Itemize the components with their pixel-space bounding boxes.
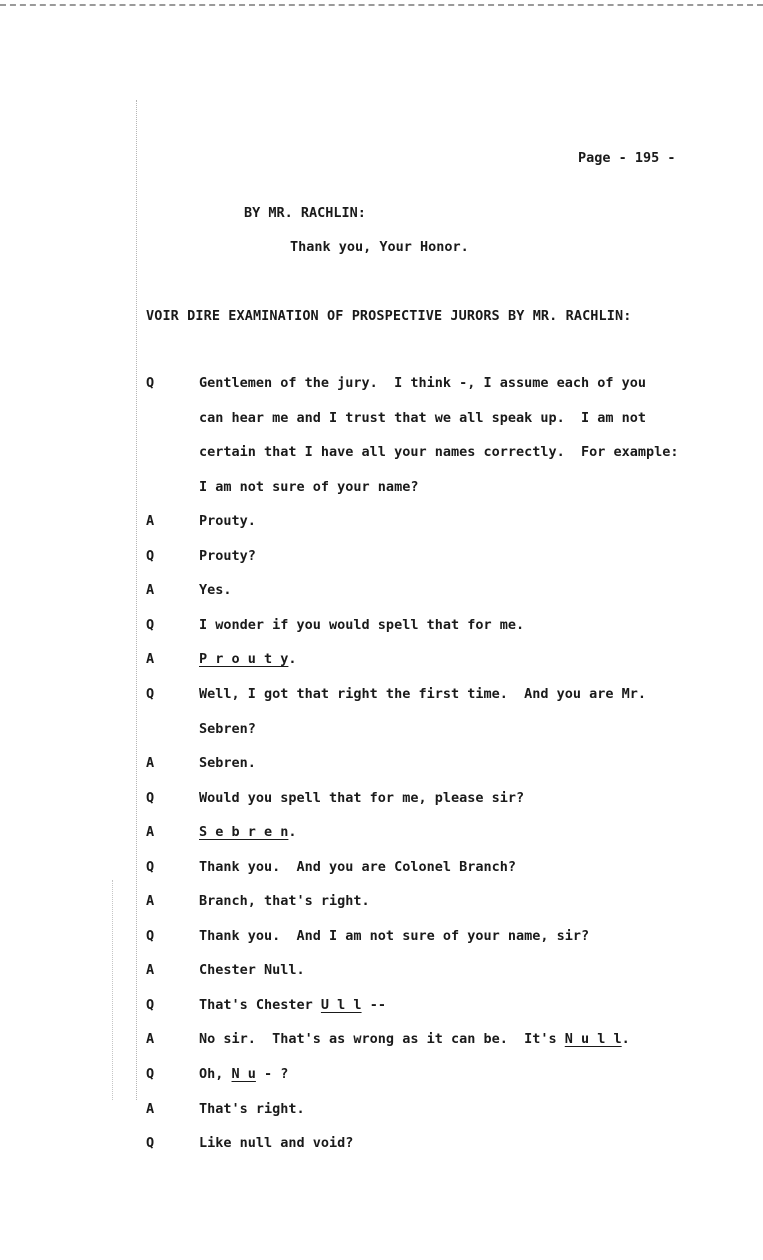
transcript-text: Oh, N u - ? [199, 1066, 289, 1082]
transcript-text: Branch, that's right. [199, 893, 370, 910]
transcript-line [0, 962, 763, 982]
transcript-line [0, 479, 763, 499]
transcript-line [0, 721, 763, 741]
transcript-text: That's Chester U l l -- [199, 996, 386, 1013]
question-marker: Q [146, 1066, 155, 1082]
transcript-line [0, 1066, 763, 1086]
transcript-text: That's right. [199, 1100, 305, 1117]
transcript-line [0, 893, 763, 913]
transcript-text: P r o u t y. [199, 651, 297, 668]
answer-marker: A [146, 582, 155, 599]
question-marker: Q [146, 996, 155, 1013]
transcript-text: Yes. [199, 582, 232, 599]
transcript-text: Sebren? [199, 720, 256, 737]
thanks-line: Thank you, Your Honor. [290, 239, 469, 255]
spelled-name: N u [231, 1066, 256, 1082]
transcript-line [0, 1031, 763, 1051]
transcript-line [0, 755, 763, 775]
transcript-text: Chester Null. [199, 962, 305, 979]
transcript-line [0, 686, 763, 706]
transcript-text: Sebren. [199, 755, 256, 772]
transcript-text: No sir. That's as wrong as it can be. It's N u l l. [199, 1031, 630, 1048]
answer-marker: A [146, 824, 155, 841]
question-marker: Q [146, 547, 155, 564]
examiner-line: BY MR. RACHLIN: [244, 205, 366, 221]
question-marker: Q [146, 375, 155, 391]
transcript-line [0, 1101, 763, 1121]
answer-marker: A [146, 651, 155, 668]
answer-marker: A [146, 1031, 155, 1048]
transcript-line [0, 444, 763, 464]
transcript-text: S e b r e n. [199, 824, 297, 841]
page-top-edge [0, 0, 763, 6]
transcript-line [0, 824, 763, 844]
question-marker: Q [146, 1135, 155, 1152]
transcript-line [0, 651, 763, 671]
transcript-line [0, 1135, 763, 1155]
transcript-line [0, 790, 763, 810]
page-number: Page - 195 - [578, 150, 676, 166]
question-marker: Q [146, 789, 155, 806]
transcript-text: I am not sure of your name? [199, 478, 419, 495]
section-heading: VOIR DIRE EXAMINATION OF PROSPECTIVE JURORS BY MR. RACHLIN: [146, 308, 632, 324]
answer-marker: A [146, 962, 155, 979]
transcript-text: Prouty? [199, 547, 256, 564]
transcript-line [0, 513, 763, 533]
transcript-line [0, 548, 763, 568]
answer-marker: A [146, 1100, 155, 1117]
transcript-line [0, 859, 763, 879]
transcript-text: Gentlemen of the jury. I think -, I assume each of you [199, 375, 647, 391]
question-marker: Q [146, 858, 155, 875]
transcript-text: certain that I have all your names correctly. For example: [199, 444, 679, 461]
spelled-name: U l l [320, 996, 362, 1013]
transcript-text: can hear me and I trust that we all speak up. I am not [199, 409, 647, 426]
transcript-line [0, 997, 763, 1017]
transcript-line [0, 928, 763, 948]
question-marker: Q [146, 927, 155, 944]
transcript-line [0, 375, 763, 395]
spelled-name: N u l l [564, 1031, 622, 1048]
spelled-name: S e b r e n [199, 824, 289, 841]
question-marker: Q [146, 685, 155, 702]
transcript-text: Thank you. And you are Colonel Branch? [199, 858, 516, 875]
spelled-name: P r o u t y [199, 651, 289, 668]
transcript-text: Like null and void? [199, 1135, 354, 1152]
transcript-line [0, 582, 763, 602]
transcript-text: Well, I got that right the first time. And you are Mr. [199, 685, 647, 702]
transcript-text: I wonder if you would spell that for me. [199, 616, 525, 633]
transcript-text: Would you spell that for me, please sir? [199, 789, 525, 806]
transcript-line [0, 617, 763, 637]
answer-marker: A [146, 513, 155, 530]
answer-marker: A [146, 893, 155, 910]
question-marker: Q [146, 616, 155, 633]
answer-marker: A [146, 755, 155, 772]
transcript-text: Thank you. And I am not sure of your name, sir? [199, 927, 590, 944]
transcript-line [0, 410, 763, 430]
transcript-text: Prouty. [199, 513, 256, 530]
